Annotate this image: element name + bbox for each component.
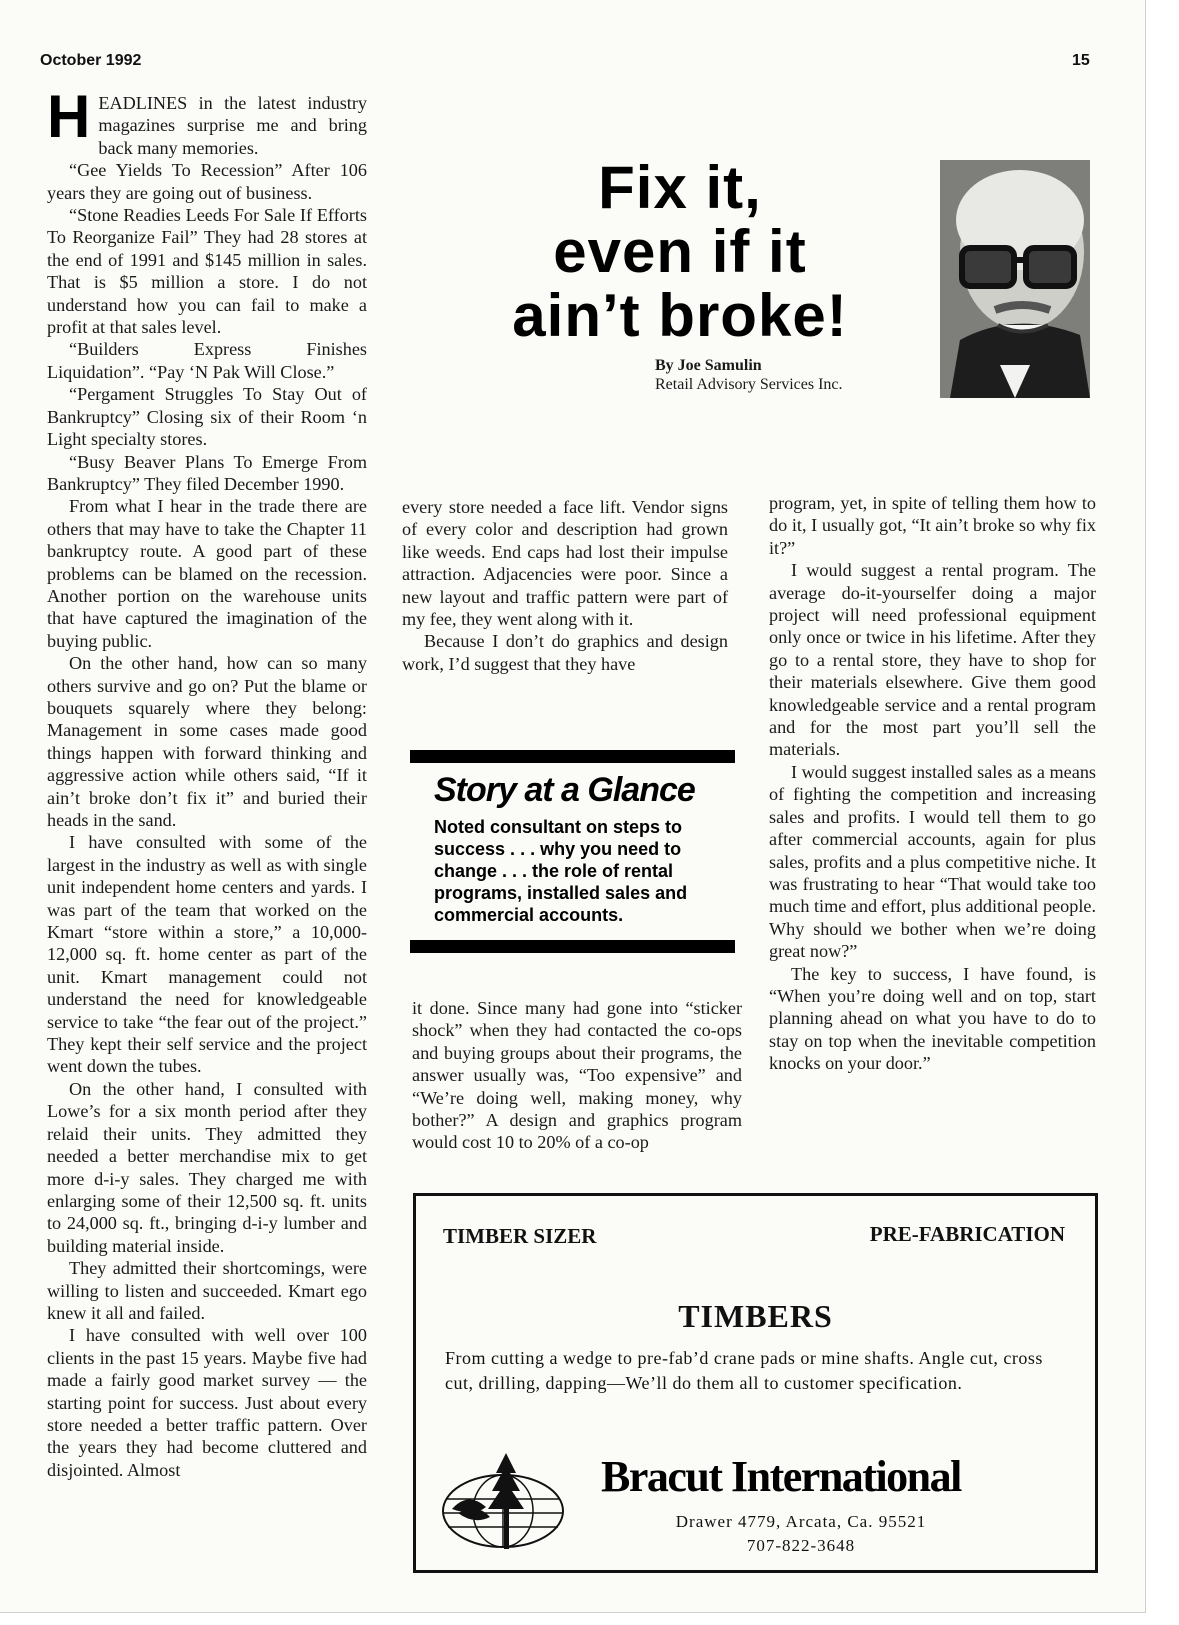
paragraph: I would suggest a rental program. The average do-it-yourselfer doing a major project will need professional equipment only once or twice in his lifetime. After they go to a rental store, they have to shop for their materials elsewhere. Give them good knowledgeable service and a rental program and for the most part you’ll sell the materials. <box>769 560 1096 760</box>
drop-cap: H <box>47 83 91 150</box>
ad-brand-name: Bracut International <box>601 1452 961 1501</box>
story-at-a-glance-box <box>410 750 735 953</box>
headline-line-2: even if it <box>553 218 807 285</box>
lead-paragraph: HEADLINES in the latest industry magazines surprise me and bring back many memories. <box>47 83 367 158</box>
globe-tree-logo-icon <box>438 1451 568 1556</box>
paragraph: I have consulted with well over 100 clients in the past 15 years. Maybe five had made a fairly good market survey — the starting point for success. Just about every store needed a better traffic pattern. Over the years they had become cluttered and disjointed. Almost <box>47 1325 367 1480</box>
page-number: 15 <box>1072 52 1090 69</box>
ad-right-heading: PRE-FABRICATION <box>869 1222 1065 1246</box>
author-company: Retail Advisory Services Inc. <box>655 376 843 393</box>
author-portrait-icon <box>940 160 1090 398</box>
article-column-3 <box>769 492 1096 1075</box>
paragraph: The key to success, I have found, is “When you’re doing well and on top, start planning ahead on what you have to do to stay on top when the inevitable competition knocks on your door.” <box>769 963 1096 1074</box>
paragraph: every store needed a face lift. Vendor signs of every color and description had grown like weeds. End caps had lost their impulse attraction. Adjacencies were poor. Since a new layout and traffic pattern were part of my fee, they went along with it. <box>402 497 728 630</box>
bracut-advertisement <box>413 1193 1098 1573</box>
author-name: By Joe Samulin <box>655 357 762 374</box>
glance-summary: Noted consultant on steps to success . . . why you need to change . . . the role of rental programs, installed sales and commercial accounts. <box>434 817 688 925</box>
byline <box>655 356 843 394</box>
paragraph: They admitted their shortcomings, were willing to listen and succeeded. Kmart ego knew it all and failed. <box>47 1258 367 1323</box>
paragraph: On the other hand, I consulted with Lowe’s for a six month period after they relaid their units. They admitted they needed a better merchandise mix to get more d-i-y sales. They charged me with enlarging some of their 12,500 sq. ft. units to 24,000 sq. ft., bringing d-i-y lumber and building material inside. <box>47 1078 367 1256</box>
ad-body: From cutting a wedge to pre-fab’d crane pads or mine shafts. Angle cut, cross cut, drilling, dapping—We’ll do them all to customer specification. <box>445 1348 1043 1393</box>
paragraph: “Builders Express Finishes Liquidation”. “Pay ‘N Pak Will Close.” <box>47 339 367 382</box>
paragraph: it done. Since many had gone into “sticker shock” when they had contacted the co-ops and buying groups about their programs, the answer usually was, “Too expensive” and “We’re doing well, making money, why bother?” A design and graphics program would cost 10 to 20% of a co-op <box>412 998 742 1153</box>
paragraph: On the other hand, how can so many others survive and go on? Put the blame or bouquets squarely where they belong: Management in some cases made good things happen with forward thinking and aggressive action while others said, “If it ain’t broke don’t fix it” and buried their heads in the sand. <box>47 653 367 830</box>
paragraph: “Stone Readies Leeds For Sale If Efforts To Reorganize Fail” They had 28 stores at the end of 1991 and $145 million in sales. That is $5 million a store. I do not understand how you can fail to make a profit at that sales level. <box>47 205 367 338</box>
ad-title: TIMBERS <box>678 1298 833 1334</box>
paragraph: I would suggest installed sales as a means of fighting the competition and increasing sales and profits. I would tell them to go after commercial accounts, again for plus sales, profits and a plus competitive niche. It was frustrating to hear “That would take too much time and effort, plus additional people. Why should we bother when we’re doing great now?” <box>769 761 1096 962</box>
glance-title: Story at a Glance <box>434 771 695 809</box>
headline-line-1: Fix it, <box>598 154 762 221</box>
paragraph: “Gee Yields To Recession” After 106 years they are going out of business. <box>47 160 367 203</box>
ad-contact <box>636 1510 966 1558</box>
ad-phone: 707-822-3648 <box>746 1536 856 1555</box>
paragraph: From what I hear in the trade there are others that may have to take the Chapter 11 bankruptcy route. A good part of these problems can be blamed on the recession. Another portion on the warehouse units that have captured the imagination of the buying public. <box>47 496 367 651</box>
article-column-1 <box>47 83 367 1481</box>
paragraph: Because I don’t do graphics and design work, I’d suggest that they have <box>402 631 728 674</box>
ad-left-heading: TIMBER SIZER <box>443 1224 597 1248</box>
article-headline <box>440 156 920 348</box>
article-column-2-top <box>402 496 728 675</box>
glance-bottom-rule <box>410 940 735 953</box>
paragraph: program, yet, in spite of telling them how to do it, I usually got, “It ain’t broke so why fix it?” <box>769 493 1096 558</box>
article-column-2-bottom <box>412 997 742 1154</box>
paragraph: “Busy Beaver Plans To Emerge From Bankruptcy” They filed December 1990. <box>47 451 367 494</box>
headline-line-3: ain’t broke! <box>512 282 848 349</box>
glance-top-rule <box>410 750 735 763</box>
paragraph: I have consulted with some of the largest in the industry as well as with single unit independent home centers and yards. I was part of the team that worked on the Kmart “store within a store,” a 10,000-12,000 sq. ft. home center as part of the unit. Kmart management could not understand the need for knowledgeable service to take “the fear out of the project.” They kept their self service and the project went down the tubes. <box>47 832 367 1077</box>
issue-date: October 1992 <box>40 52 142 69</box>
ad-address: Drawer 4779, Arcata, Ca. 95521 <box>675 1512 927 1531</box>
paragraph: “Pergament Struggles To Stay Out of Bankruptcy” Closing six of their Room ‘n Light specialty stores. <box>47 384 367 450</box>
